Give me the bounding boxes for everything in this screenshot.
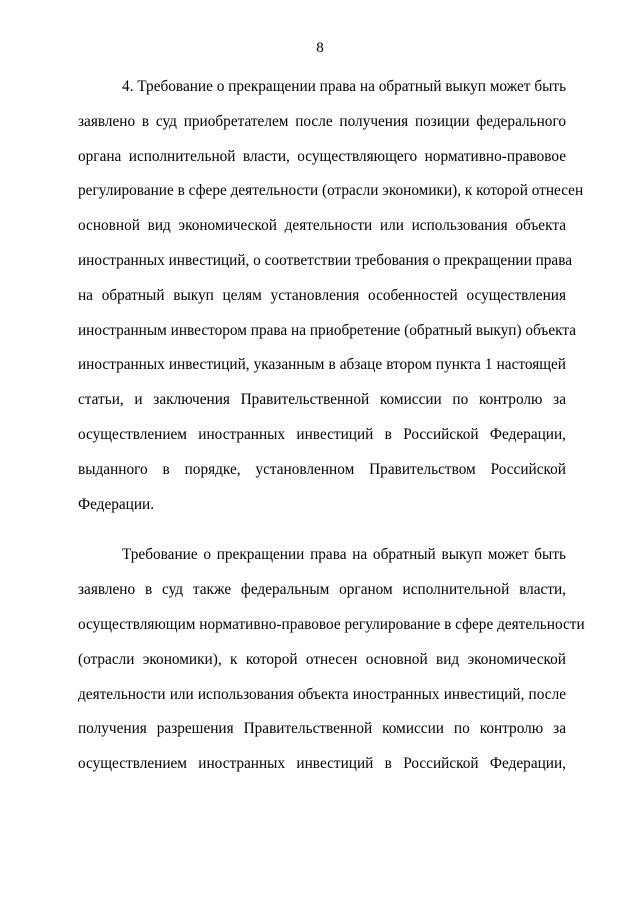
text-line: статьи, и заключения Правительственной комиссии по контролю за <box>78 391 566 409</box>
paragraph-1 <box>78 70 584 522</box>
text-line: осуществлением иностранных инвестиций в Российской Федерации, <box>78 755 566 773</box>
text-line: получения разрешения Правительственной комиссии по контролю за <box>78 720 566 738</box>
text-line: 4. Требование о прекращении права на обратный выкуп может быть <box>122 78 567 95</box>
paragraph-spacer <box>78 522 566 538</box>
text-line: выданного в порядке, установленном Правительством Российской <box>78 460 566 478</box>
text-line: (отрасли экономики), к которой отнесен основной вид экономической <box>78 650 566 668</box>
text-line: осуществляющим нормативно-правовое регулирование в сфере деятельности <box>78 615 585 633</box>
text-line: осуществлением иностранных инвестиций в Российской Федерации, <box>78 425 566 443</box>
text-line: иностранным инвестором права на приобретение (обратный выкуп) объекта <box>78 321 577 339</box>
document-body <box>78 70 585 782</box>
text-line: заявлено в суд также федеральным органом исполнительной власти, <box>78 581 566 599</box>
text-line: Федерации. <box>78 495 155 513</box>
text-line: основной вид экономической деятельности или использования объекта <box>78 217 566 235</box>
text-line: регулирование в сфере деятельности (отрасли экономики), к которой отнесен <box>78 182 584 200</box>
text-line: иностранных инвестиций, указанным в абзаце втором пункта 1 настоящей <box>78 356 566 374</box>
text-line: на обратный выкуп целям установления особенностей осуществления <box>78 286 566 304</box>
text-line: органа исполнительной власти, осуществляющего нормативно-правовое <box>78 147 566 165</box>
text-line: деятельности или использования объекта иностранных инвестиций, после <box>78 685 566 703</box>
text-line: заявлено в суд приобретателем после получения позиции федерального <box>78 112 566 130</box>
text-line: иностранных инвестиций, о соответствии требования о прекращении права <box>78 251 573 269</box>
paragraph-2 <box>78 538 585 782</box>
text-line: Требование о прекращении права на обратный выкуп может быть <box>122 546 566 564</box>
page-number: 8 <box>316 40 324 56</box>
